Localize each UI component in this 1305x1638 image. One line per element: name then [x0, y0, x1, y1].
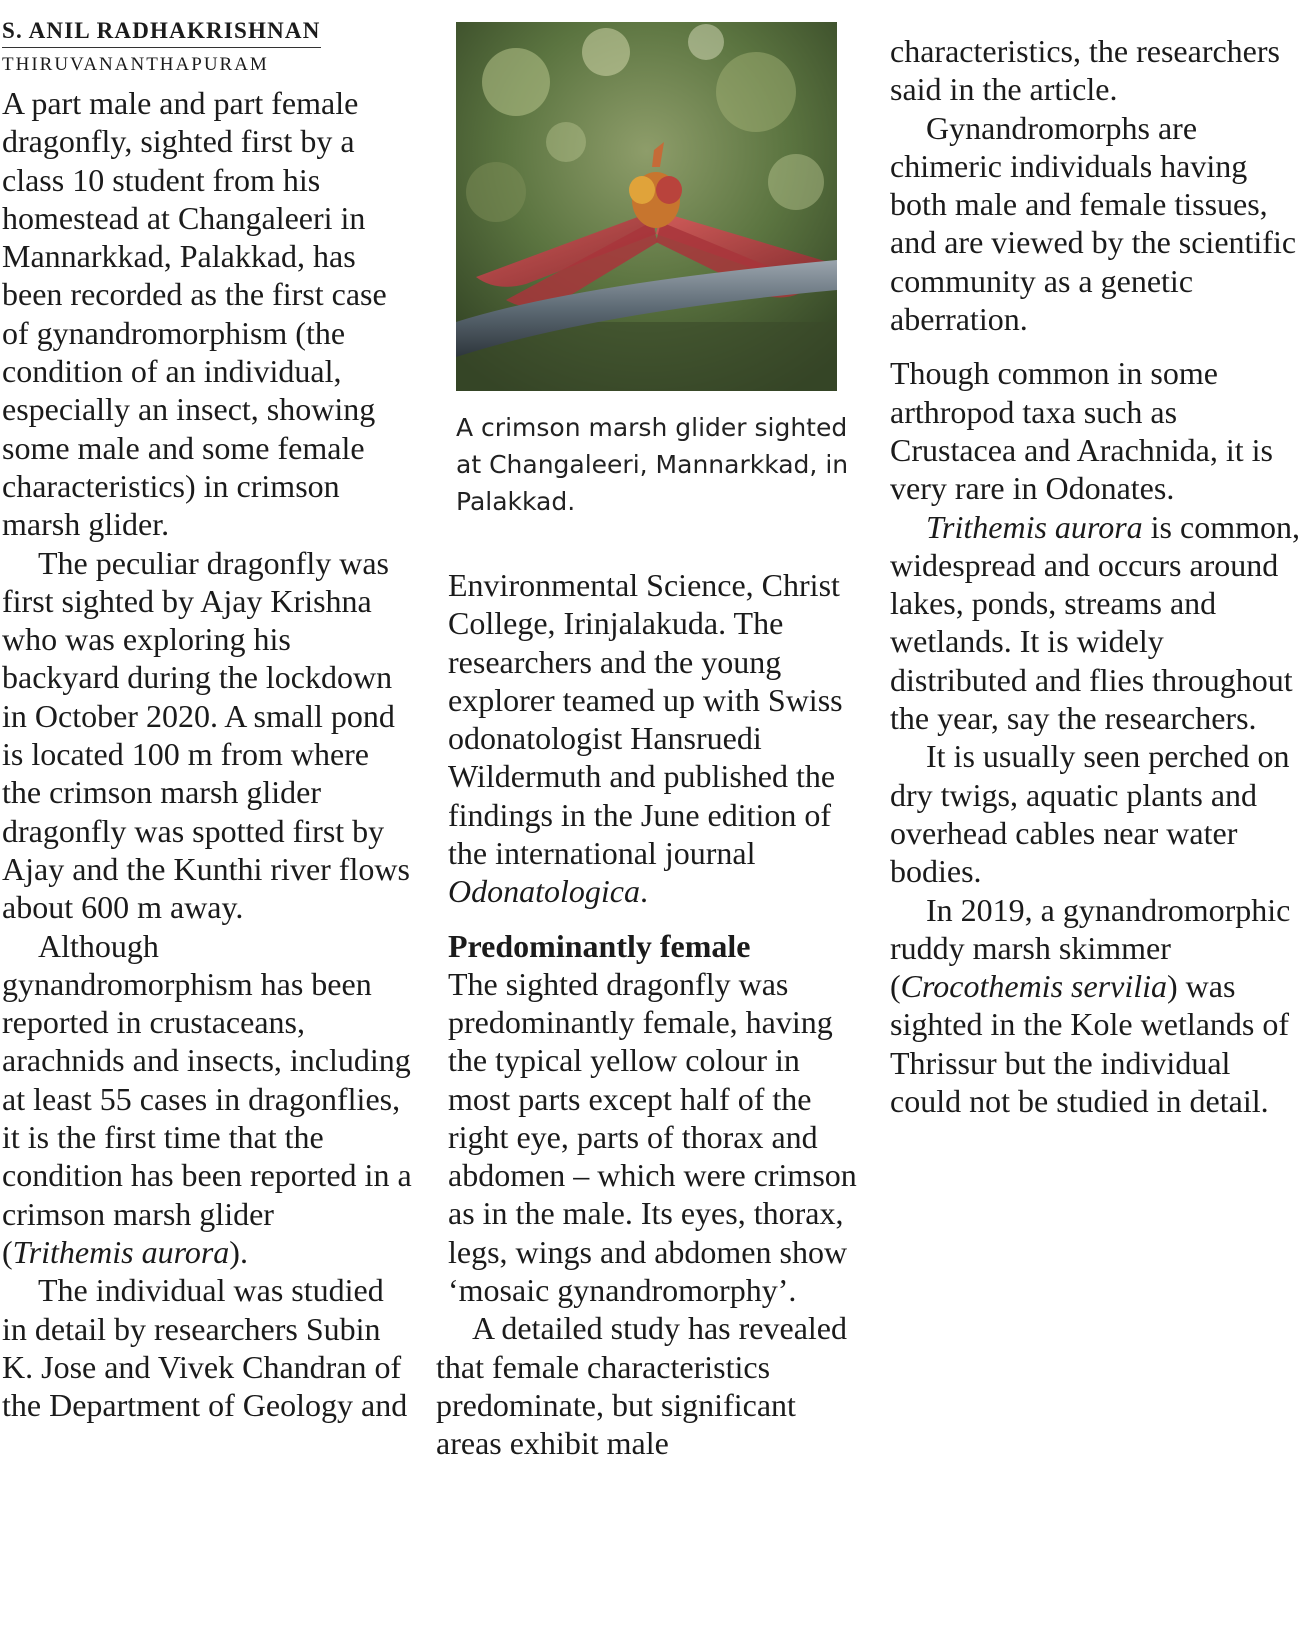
species-name: Trithemis aurora: [926, 508, 1143, 545]
paragraph: Though common in some arthropod taxa such as Crustacea and Arachnida, it is very rare in Odonates.: [890, 355, 1273, 507]
paragraph: A detailed study has revealed that female characteristics predominate, but significant areas exhibit male: [436, 1310, 847, 1462]
species-name: Trithemis aurora: [12, 1233, 230, 1270]
article-column-1: [2, 0, 412, 1424]
subheading: Predominantly female: [448, 927, 751, 964]
journal-name: Odonatologica: [448, 873, 640, 910]
paragraph-text: ).: [229, 1233, 248, 1270]
paragraph: characteristics, the researchers said in the article.: [890, 33, 1280, 108]
article-column-3: [890, 0, 1302, 1120]
paragraph: Gynandromorphs are chimeric individuals having both male and female tissues, and are viewed by the scientific community as a genetic aberration.: [890, 109, 1297, 338]
paragraph-text: .: [639, 873, 648, 910]
paragraph: The sighted dragonfly was predominantly female, having the typical yellow colour in most parts except half of the right eye, parts of thorax and abdomen – which were crimson as in the male. Its eyes, thorax, legs, wings and abdomen show ‘mosaic gynandromorphy’.: [448, 965, 857, 1309]
paragraph: The individual was studied in detail by researchers Subin K. Jose and Vivek Chandran of the Department of Geology and: [2, 1272, 408, 1424]
paragraph-text: ) was sighted in the Kole wetlands of Thrissur but the individual could not be studied in detail.: [890, 968, 1290, 1120]
paragraph: A part male and part female dragonfly, sighted first by a class 10 student from his homestead at Changaleeri in Mannarkkad, Palakkad, has been recorded as the first case of gynandromorphism (the condition of an individual, especially an insect, showing some male and some female characteristics) in crimson marsh glider.: [2, 85, 387, 543]
author-byline: S. ANIL RADHAKRISHNAN: [2, 17, 321, 48]
photo-caption: A crimson marsh glider sighted at Changaleeri, Mannarkkad, in Palakkad.: [456, 413, 849, 516]
dragonfly-photo: [456, 22, 837, 391]
paragraph-text: Environmental Science, Christ College, Irinjalakuda. The researchers and the young explorer teamed up with Swiss odonatologist Hansruedi Wildermuth and published the findings in the June edition of the international journal: [448, 567, 843, 872]
paragraph-text: Although gynandromorphism has been reported in crustaceans, arachnids and insects, including at least 55 cases in dragonflies, it is the first time that the condition has been reported in a crimson marsh glider (: [2, 927, 412, 1270]
paragraph: [890, 508, 1302, 738]
dragonfly-image-graphic: [456, 22, 837, 391]
paragraph: The peculiar dragonfly was first sighted by Ajay Krishna who was exploring his backyard during the lockdown in October 2020. A small pond is located 100 m from where the crimson marsh glider dragonfly was spotted first by Ajay and the Kunthi river flows about 600 m away.: [2, 544, 410, 926]
article-column-2: [436, 0, 868, 1463]
species-name: Crocothemis servilia: [900, 968, 1167, 1005]
paragraph: [2, 927, 412, 1272]
paragraph-text: is common, widespread and occurs around lakes, ponds, streams and wetlands. It is widely distributed and flies throughout the year, say the researchers.: [890, 508, 1300, 737]
paragraph: It is usually seen perched on dry twigs, aquatic plants and overhead cables near water bodies.: [890, 738, 1290, 890]
paragraph-text: In 2019, a gynandromorphic ruddy marsh skimmer (: [890, 891, 1291, 1005]
dateline: THIRUVANANTHAPURAM: [2, 54, 269, 75]
paragraph: [890, 891, 1302, 1121]
paragraph: [448, 566, 868, 911]
